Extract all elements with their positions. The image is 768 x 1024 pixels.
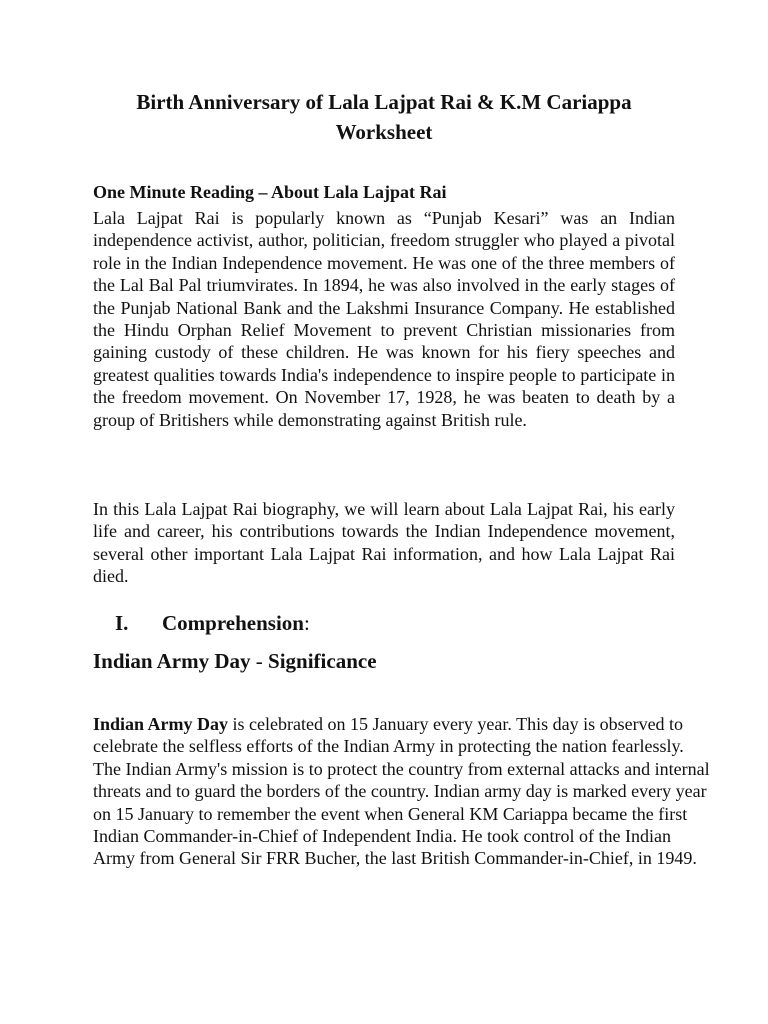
biography-paragraph: Lala Lajpat Rai is popularly known as “Punjab Kesari” was an Indian independence activist, author, politician, freedom struggler who played a pivotal role in the Indian Independence movement. He was one of the three members of the Lal Bal Pal triumvirates. In 1894, he was also involved in the early stages of the Punjab National Bank and the Lakshmi Insurance Company. He established the Hindu Orphan Relief Movement to prevent Christian missionaries from gaining custody of these children. He was known for his fiery speeches and greatest qualities towards India's independence to inspire people to participate in the freedom movement. On November 17, 1928, he was beaten to death by a group of Britishers while demonstrating against British rule. (93, 208, 675, 430)
biography-intro-paragraph: In this Lala Lajpat Rai biography, we will learn about Lala Lajpat Rai, his early life and career, his contributions towards the Indian Independence movement, several other important Lala Lajpat Rai information, and how Lala Lajpat Rai died. (93, 499, 675, 587)
reading-heading: One Minute Reading – About Lala Lajpat Rai (93, 182, 447, 202)
section-label: Comprehension (162, 611, 304, 635)
section-number: I. (115, 611, 129, 635)
article-title-separator: - (250, 649, 269, 673)
article-title-sub: Significance (268, 649, 377, 673)
army-day-lead: Indian Army Day (93, 714, 229, 734)
document-title: Birth Anniversary of Lala Lajpat Rai & K.M Cariappa (136, 90, 632, 114)
document-subtitle: Worksheet (335, 120, 433, 144)
army-day-body: is celebrated on 15 January every year. This day is observed to celebrate the selfless efforts of the Indian Army in protecting the nation fearlessly. The Indian Army's mission is to protect the country from external attacks and internal threats and to guard the borders of the country. Indian army day is marked every year on 15 January to remember the event when General KM Cariappa became the first Indian Commander-in-Chief of Independent India. He took control of the Indian Army from General Sir FRR Bucher, the last British Commander-in-Chief, in 1949. (93, 714, 710, 869)
article-title-main: Indian Army Day (93, 649, 251, 673)
article-title (93, 647, 377, 675)
section-heading (115, 609, 310, 637)
section-colon: : (303, 611, 310, 635)
army-day-paragraph (93, 713, 713, 870)
